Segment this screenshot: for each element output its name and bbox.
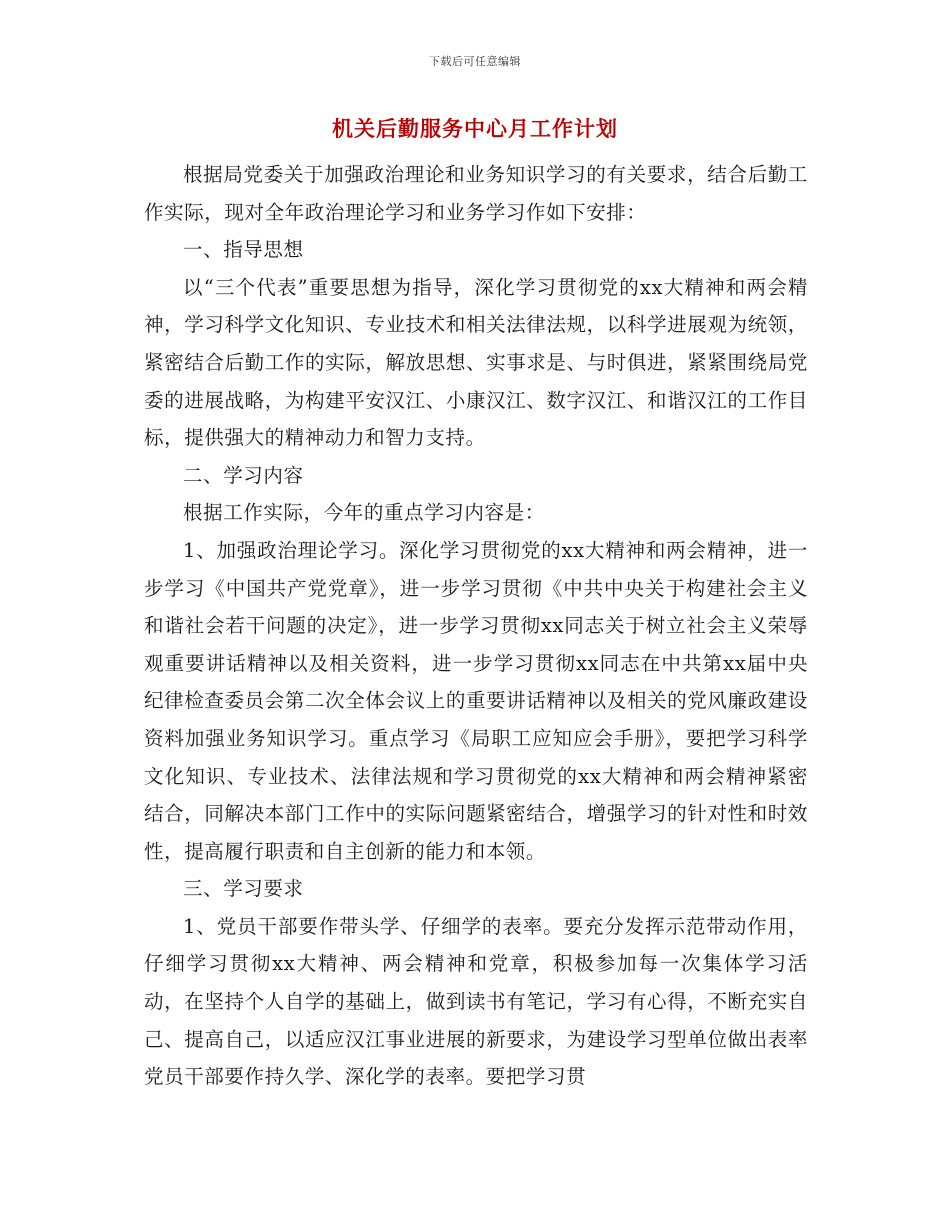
section-heading-study-requirements: 三、学习要求 [183, 877, 304, 901]
header-note: 下载后可任意编辑 [429, 55, 521, 68]
section-heading-study-content: 二、学习内容 [183, 463, 304, 487]
guiding-thought-paragraph: 以“三个代表”重要思想为指导，深化学习贯彻党的xx大精神和两会精神，学习科学文化知识、专业技术和相关法律法规，以科学进展观为统领，紧密结合后勤工作的实际，解放思想、实事求是、与时俱进，紧紧围绕局党委的进展战略，为构建平安汉江、小康汉江、数字汉江、和谐汉江的工作目标，提供强大的精神动力和智力支持。 [144, 275, 808, 450]
study-content-item-1-paragraph: 1、加强政治理论学习。深化学习贯彻党的xx大精神和两会精神，进一步学习《中国共产党党章》，进一步学习贯彻《中共中央关于构建社会主义和谐社会若干问题的决定》，进一步学习贯彻xx同志关于树立社会主义荣辱观重要讲话精神以及相关资料，进一步学习贯彻xx同志在中共第xx届中央纪律检查委员会第二次全体会议上的重要讲话精神以及相关的党风廉政建设资料加强业务知识学习。重点学习《局职工应知应会手册》，要把学习科学文化知识、专业技术、法律法规和学习贯彻党的xx大精神和两会精神紧密结合，同解决本部门工作中的实际问题紧密结合，增强学习的针对性和时效性，提高履行职责和自主创新的能力和本领。 [144, 538, 808, 863]
section-heading-guiding-thought: 一、指导思想 [183, 238, 304, 262]
document-body [144, 156, 808, 1096]
document-title: 机关后勤服务中心月工作计划 [332, 116, 618, 141]
study-requirements-item-1-paragraph: 1、党员干部要作带头学、仔细学的表率。要充分发挥示范带动作用，仔细学习贯彻xx大精神、两会精神和党章，积极参加每一次集体学习活动，在坚持个人自学的基础上，做到读书有笔记，学习有心得，不断充实自己、提高自己，以适应汉江事业进展的新要求，为建设学习型单位做出表率党员干部要作持久学、深化学的表率。要把学习贯 [144, 914, 808, 1089]
study-content-intro-paragraph: 根据工作实际，今年的重点学习内容是： [183, 501, 545, 525]
intro-paragraph: 根据局党委关于加强政治理论和业务知识学习的有关要求，结合后勤工作实际，现对全年政治理论学习和业务学习作如下安排： [144, 163, 808, 224]
